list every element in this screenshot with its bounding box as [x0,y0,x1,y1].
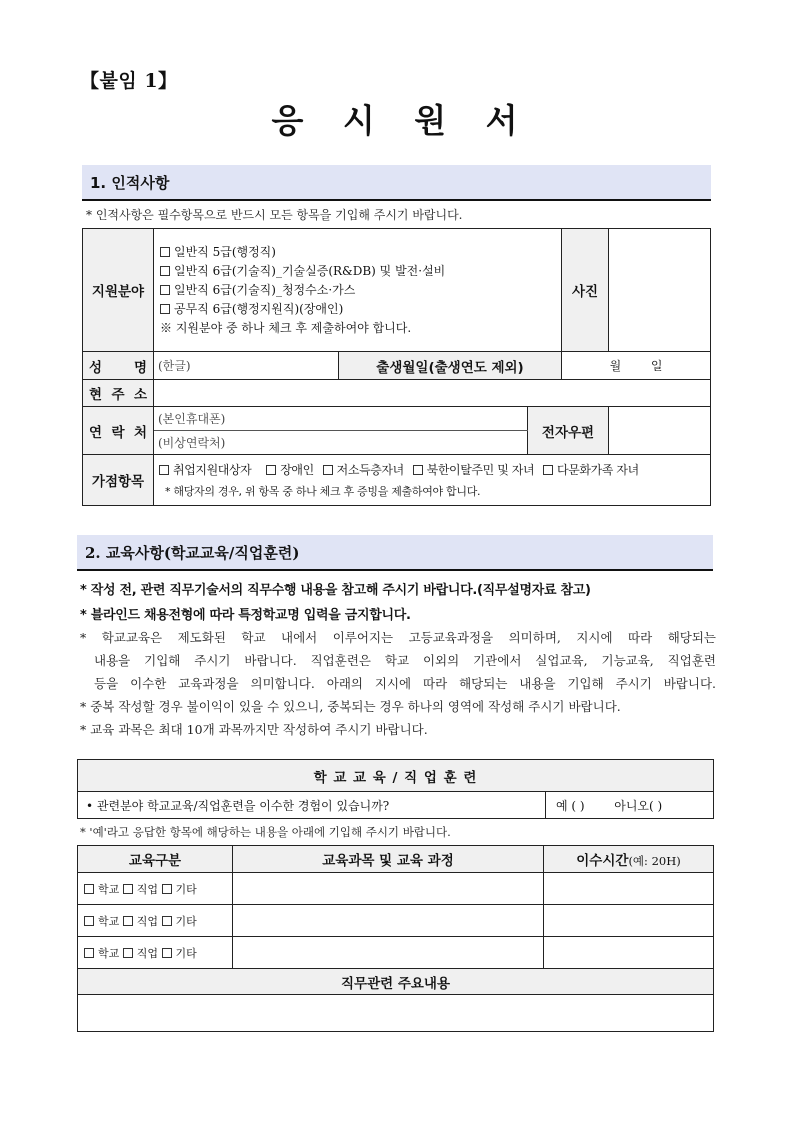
education-question-table [77,759,714,819]
bold-note-1: * 작성 전, 관련 직무기술서의 직무수행 내용을 참고해 주시기 바랍니다.(직무설명자료 참고) [80,583,591,598]
main-content-input[interactable] [78,995,714,1032]
birth-month-label: 월 [609,359,622,373]
no-option[interactable]: 아니오( ) [614,798,663,813]
address-label: 현 주 소 [83,380,154,407]
yes-no-answer[interactable] [546,792,714,819]
checkbox-icon[interactable] [413,465,423,475]
column-header-course: 교육과목 및 교육 과정 [233,846,544,873]
address-input[interactable] [154,380,711,407]
note-line: * 중복 작성할 경우 불이익이 있을 수 있으니, 중복되는 경우 하나의 영역에 작성해 주시기 바랍니다. [80,699,621,714]
course-input[interactable] [233,905,544,937]
checkbox-icon[interactable] [84,916,94,926]
column-header-category: 교육구분 [78,846,233,873]
table-row [78,873,714,905]
checkbox-icon[interactable] [323,465,333,475]
yes-option[interactable]: 예 ( ) [556,798,585,813]
course-input[interactable] [233,937,544,969]
field-label: 지원분야 [83,229,154,352]
emergency-input[interactable]: (비상연락처) [154,431,528,455]
table-row [78,905,714,937]
category-options [78,937,233,969]
hours-input[interactable] [544,905,714,937]
education-table-title: 학 교 교 육 / 직 업 훈 련 [78,760,714,792]
email-input[interactable] [609,407,711,455]
photo-box[interactable] [609,229,711,352]
option-school[interactable]: 학교 [84,883,119,896]
email-label: 전자우편 [528,407,609,455]
checkbox-icon[interactable] [266,465,276,475]
field-options-cell [154,229,562,352]
option-other[interactable]: 기타 [162,915,197,928]
checkbox-icon[interactable] [123,916,133,926]
hours-input[interactable] [544,873,714,905]
option-job[interactable]: 직업 [123,947,158,960]
section-2-heading-text: 2. 교육사항(학교교육/직업훈련) [85,543,300,562]
bold-note-2: * 블라인드 채용전형에 따라 특정학교명 입력을 금지합니다. [80,608,411,623]
bonus-options-cell [154,455,711,506]
checkbox-icon[interactable] [160,304,170,314]
checkbox-icon[interactable] [160,285,170,295]
section-1-heading-text: 1. 인적사항 [90,173,170,192]
phone-input[interactable]: (본인휴대폰) [154,407,528,431]
education-question: • 관련분야 학교교육/직업훈련을 이수한 경험이 있습니까? [78,792,546,819]
note-line: * 교육 과목은 최대 10개 과목까지만 작성하여 주시기 바랍니다. [80,722,428,737]
education-detail-table [77,845,714,1032]
bonus-label: 가점항목 [83,455,154,506]
contact-label: 연 락 처 [83,407,154,455]
option-school[interactable]: 학교 [84,947,119,960]
birth-day-label: 일 [650,359,663,373]
name-label: 성 명 [83,352,154,380]
checkbox-icon[interactable] [160,266,170,276]
checkbox-icon[interactable] [84,948,94,958]
yes-note: * '예'라고 응답한 항목에 해당하는 내용을 아래에 기입해 주시기 바랍니다. [80,825,451,839]
note-line: * 학교교육은 제도화된 학교 내에서 이루어지는 고등교육과정을 의미하며, 지시에 따라 해당되는 [80,630,716,645]
option-other[interactable]: 기타 [162,947,197,960]
personal-info-table [82,228,711,506]
bonus-note: * 해당자의 경우, 위 항목 중 하나 체크 후 증빙을 제출하여야 합니다. [165,485,481,498]
bonus-option[interactable]: 저소득층자녀 [323,463,404,477]
attachment-label: 【붙임 1】 [80,70,178,92]
checkbox-icon[interactable] [162,948,172,958]
option-school[interactable]: 학교 [84,915,119,928]
option-job[interactable]: 직업 [123,883,158,896]
table-row [78,937,714,969]
field-option[interactable]: 공무직 6급(행정지원직)(장애인) [154,300,561,319]
field-option[interactable]: 일반직 6급(기술직)_기술실증(R&DB) 및 발전·설비 [154,262,561,281]
bonus-option[interactable]: 장애인 [266,463,314,477]
field-option[interactable]: 일반직 5급(행정직) [154,243,561,262]
education-notes [80,626,716,741]
note-line: 등을 이수한 교육과정을 의미합니다. 아래의 지시에 따라 해당되는 내용을 기입해 주시기 바랍니다. [94,676,716,691]
field-note: ※ 지원분야 중 하나 체크 후 제출하여야 합니다. [160,320,412,335]
checkbox-icon[interactable] [159,465,169,475]
photo-label: 사진 [562,229,609,352]
checkbox-icon[interactable] [162,884,172,894]
category-options [78,873,233,905]
checkbox-icon[interactable] [123,884,133,894]
bonus-option[interactable]: 다문화가족 자녀 [543,463,639,477]
column-header-hours: 이수시간(예: 20H) [544,846,714,873]
birth-input[interactable] [562,352,711,380]
bonus-option[interactable]: 취업지원대상자 [159,463,251,477]
page-title: 응 시 원 서 [271,101,532,140]
option-job[interactable]: 직업 [123,915,158,928]
course-input[interactable] [233,873,544,905]
main-content-label: 직무관련 주요내용 [78,969,714,995]
hours-input[interactable] [544,937,714,969]
checkbox-icon[interactable] [162,916,172,926]
name-input[interactable]: (한글) [154,352,339,380]
hours-example: (예: 20H) [628,854,681,868]
checkbox-icon[interactable] [84,884,94,894]
bonus-option[interactable]: 북한이탈주민 및 자녀 [413,463,535,477]
note-line: 내용을 기입해 주시기 바랍니다. 직업훈련은 학교 이외의 기관에서 실업교육, 기능교육, 직업훈련 [94,653,716,668]
section-2-heading [77,535,713,571]
section-1-note: * 인적사항은 필수항목으로 반드시 모든 항목을 기입해 주시기 바랍니다. [86,208,463,222]
option-other[interactable]: 기타 [162,883,197,896]
birth-label: 출생월일(출생연도 제외) [339,352,562,380]
checkbox-icon[interactable] [123,948,133,958]
checkbox-icon[interactable] [160,247,170,257]
category-options [78,905,233,937]
field-option[interactable]: 일반직 6급(기술직)_청정수소·가스 [154,281,561,300]
checkbox-icon[interactable] [543,465,553,475]
section-1-heading [82,165,711,201]
